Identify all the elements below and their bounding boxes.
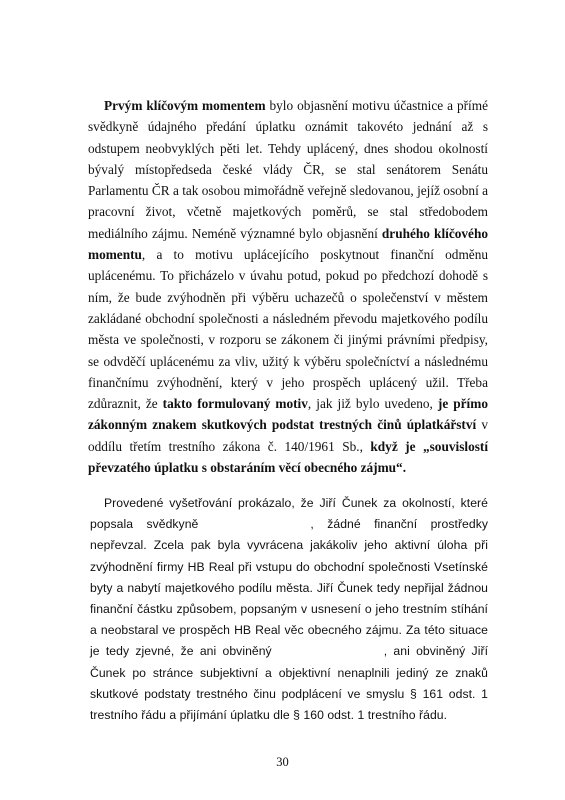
text-segment: , bbox=[383, 644, 388, 659]
text-segment: , jak již bylo uvedeno, bbox=[307, 396, 438, 412]
paragraph-motives bbox=[88, 95, 488, 478]
text-segment: Provedené vyšetřování prokázalo, že Jiří Čunek za okolností, které popsala svědkyně bbox=[90, 496, 488, 532]
bold-second-key-moment: druhého klíčového momentu bbox=[88, 225, 488, 263]
bold-legal-sign: je přímo zákonným znakem skutkových podstat trestných činů úplatkářství bbox=[88, 396, 488, 433]
text-segment: v oddílu třetím trestního zákona č. 140/1961 Sb., bbox=[88, 417, 488, 454]
page-number: 30 bbox=[276, 755, 289, 769]
text-segment: bylo objasnění motivu účastnice a přímé svědkyně údajného předání úplatku oznámit takovéto jednání až s odstupem neobvyklých pěti let. Tehdy uplácený, dnes shodou okolností bývalý místopředseda české vlády ČR, se stal senátorem Senátu Parlamentu ČR a tak osobou mimořádně veřejně sledovanou, jejíž osobní a pracovní život, včetně majetkových poměrů, se stal středobodem mediálního zájmu. Neméně významné bylo objasnění bbox=[88, 98, 488, 241]
text-segment: , a to motivu uplácejícího poskytnout finanční odměnu uplácenému. To přicházelo v úvahu potud, pokud po předchozí dohodě s ním, že bude zvýhodněn při výběru uchazečů o společenství v městem zakládané obchodní společnosti a následném převodu majetkového podílu města ve společnosti, v rozporu se zákonem či jinými právními předpisy, se odvděčí uplácenému za vliv, užitý k výběru společníctví a následnému finančnímu zvýhodnění, který v jeho prospěch uplácený užil. Třeba zdůraznit, že bbox=[88, 247, 488, 412]
text-segment: , žádné finanční prostředky nepřevzal. Zcela pak byla vyvrácena jakákoliv jeho aktivní úloha při zvýhodnění firmy HB Real při vstupu do obchodní společnosti Vsetínské byty a nabytí majetkového podílu města. Jiří Čunek tedy nepřijal žádnou finanční částku způsobem, popsaným v usnesení o jeho trestním stíhání a neobstaral ve prospěch HB Real věc obecného zájmu. Za této situace je tedy zjevné, že ani obviněný bbox=[90, 517, 488, 659]
bold-quote: když je „souvislostí převzatého úplatku s obstaráním věcí obecného zájmu bbox=[88, 438, 489, 476]
bold-first-key-moment: Prvým klíčovým momentem bbox=[104, 98, 266, 113]
closing-quote: “. bbox=[396, 460, 407, 476]
bold-formulated-motive: takto formulovaný motiv bbox=[162, 396, 308, 412]
text-segment: ani obviněný Jiří Čunek po stránce subjektivní a objektivní nenaplnili jediný ze znaků skutkové podstaty trestného činu podplácení ve smyslu § 161 odst. 1 trestního řádu a přijímání úplatku dle § 160 odst. 1 trestního řádu. bbox=[90, 644, 489, 723]
paragraph-investigation bbox=[90, 493, 488, 726]
